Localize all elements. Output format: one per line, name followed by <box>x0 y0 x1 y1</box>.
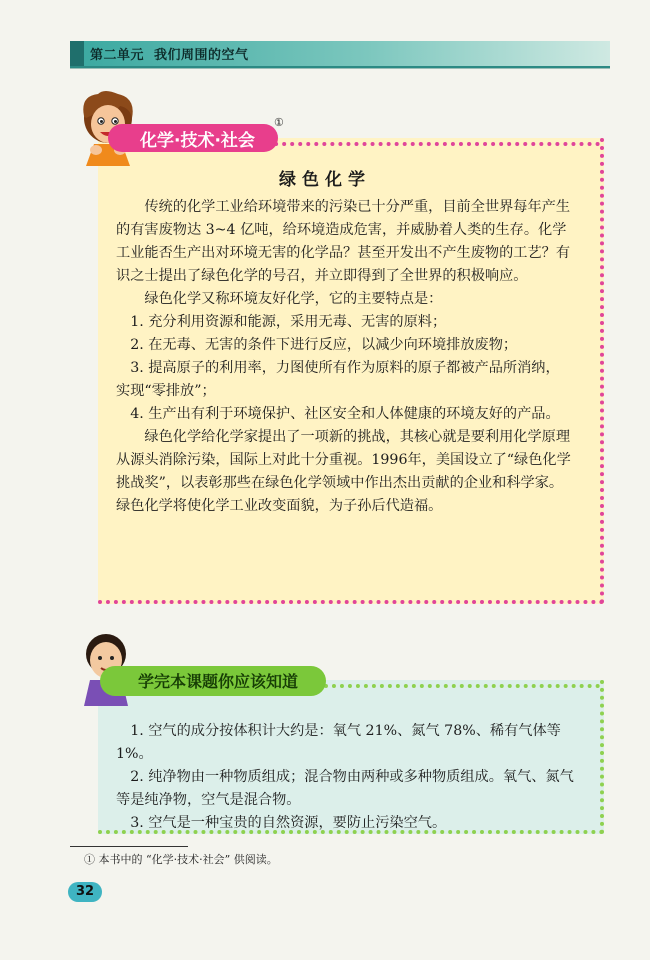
summary-banner-label: 学完本课题你应该知道 <box>138 672 299 691</box>
page-number-badge <box>68 882 102 902</box>
paragraph: 传统的化学工业给环境带来的污染已十分严重，目前全世界每年产生的有害废物达 3~4 亿吨，给环境造成危害，并威胁着人类的生存。化学工业能否生产出对环境无害的化学品？甚至开发出不产生废物的工艺？有识之士提出了绿色化学的号召，并立即得到了全世界的积极响应。 <box>116 199 571 284</box>
header-divider <box>70 68 610 69</box>
summary-panel-top-border <box>300 684 600 688</box>
list-item: 3. 空气是一种宝贵的自然资源，要防止污染空气。 <box>130 815 447 831</box>
article-body <box>116 196 572 518</box>
article-title: 绿色化学 <box>279 170 371 190</box>
reading-panel-top-border <box>250 142 600 146</box>
footnote-marker: ① <box>274 116 284 129</box>
footnote-divider <box>70 846 188 847</box>
unit-title: 第二单元 我们周围的空气 <box>90 48 249 63</box>
list-item: 1. 充分利用资源和能源，采用无毒、无害的原料； <box>130 314 447 330</box>
section-banner-label: 化学·技术·社会 <box>140 131 255 151</box>
list-item: 2. 在无毒、无害的条件下进行反应，以减少向环境排放废物； <box>130 337 518 353</box>
paragraph: 绿色化学又称环境友好化学，它的主要特点是： <box>144 291 443 307</box>
header-accent-strip <box>70 41 84 66</box>
summary-list <box>116 720 586 835</box>
footnote: ① 本书中的 “化学·技术·社会” 供阅读。 <box>84 853 278 866</box>
list-item: 1. 空气的成分按体积计大约是：氧气 21%、氮气 78%、稀有气体等 1%。 <box>116 723 561 762</box>
page-number: 32 <box>75 884 95 899</box>
list-item: 2. 纯净物由一种物质组成；混合物由两种或多种物质组成。氧气、氮气等是纯净物，空气是混合物。 <box>116 769 574 808</box>
list-item: 4. 生产出有利于环境保护、社区安全和人体健康的环境友好的产品。 <box>130 406 560 422</box>
paragraph: 绿色化学给化学家提出了一项新的挑战，其核心就是要利用化学原理从源头消除污染，国际上对此十分重视。1996年，美国设立了“绿色化学挑战奖”，以表彰那些在绿色化学领域中作出杰出贡献的企业和科学家。绿色化学将使化学工业改变面貌，为子孙后代造福。 <box>116 429 571 514</box>
list-item: 3. 提高原子的利用率，力图使所有作为原料的原子都被产品所消纳，实现“零排放”； <box>116 360 560 399</box>
